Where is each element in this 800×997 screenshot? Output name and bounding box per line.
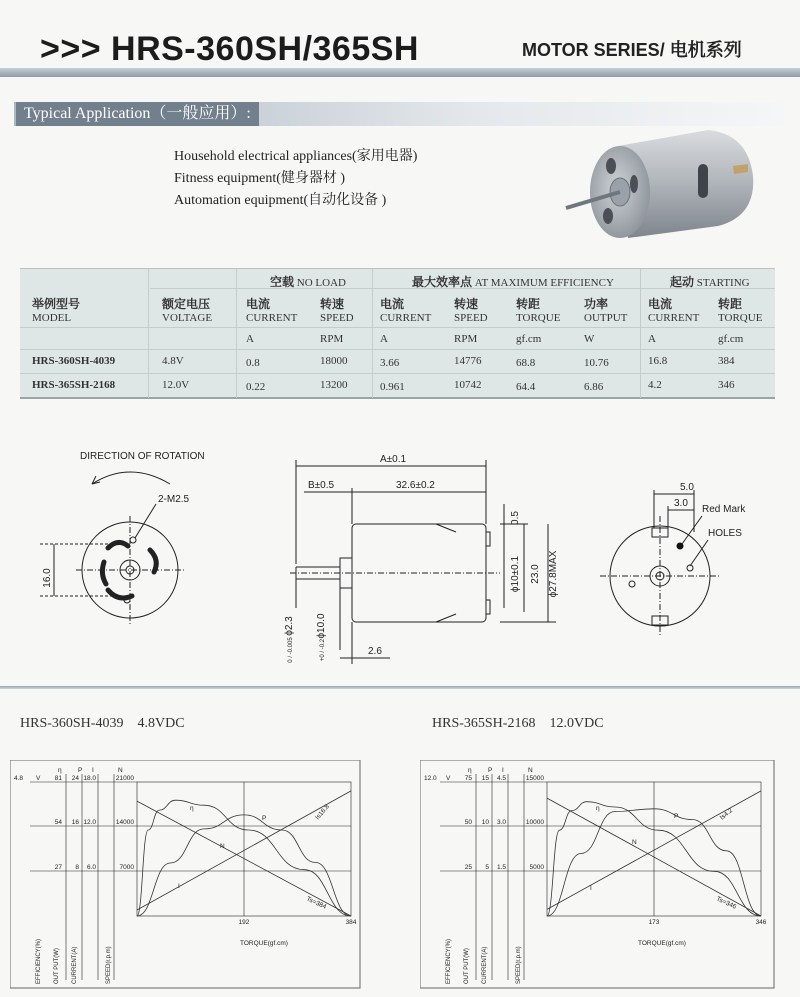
column-header-output: 功率 OUTPUT [584,297,628,324]
tick-label: 12.0 [83,819,96,826]
performance-chart-1 [10,760,370,990]
chart-frame [10,760,360,988]
unit-label: A [380,333,388,345]
tick-label: 24 [71,775,79,782]
series-label: MOTOR SERIES/ 电机系列 [522,40,742,60]
dim-shaft-label: ϕ2.3 [284,616,295,636]
table-cell: 13200 [320,379,348,391]
column-header-voltage: 额定电压 VOLTAGE [162,297,213,324]
table-cell-model: HRS-365SH-2168 [32,379,116,391]
curve-label: I [590,885,592,892]
table-cell: 3.66 [380,357,400,369]
application-item: Automation equipment(自动化设备 ) [174,193,387,208]
y-axis-label: OUT PUT(W) [464,948,470,984]
tick-label: 75 [464,775,472,782]
x-tick: 346 [755,919,767,926]
x-axis-label: TORQUE(gf.cm) [638,940,686,947]
red-mark-label: Red Mark [702,504,746,515]
y-axis-label: CURRENT(A) [72,946,78,984]
x-tick: 192 [238,919,250,926]
y-axis-label: CURRENT(A) [482,946,488,984]
curve-label: N [220,843,225,850]
dim-30-label: 3.0 [674,498,688,509]
motor-front-outline [82,522,178,618]
performance-chart-2 [420,760,780,990]
x-tick: 173 [648,919,660,926]
voltage-tick: 4.8 [14,775,24,782]
table-cell: 64.4 [516,381,536,393]
table-cell: 18000 [320,355,348,367]
table-cell: 10.76 [584,357,609,369]
y-axis-label: OUT PUT(W) [54,948,60,984]
dim-230-label: 23.0 [530,564,541,584]
divider [236,269,237,398]
motor-photo [548,126,773,246]
column-header-current: 电流 CURRENT [380,297,432,324]
table-cell: 12.0V [162,379,190,391]
application-list [174,146,417,212]
table-cell: 10742 [454,379,482,391]
divider [20,327,775,328]
voltage-unit: V [446,775,451,782]
axis-symbol: N [528,767,533,774]
dim-26-label: 2.6 [368,646,382,657]
application-heading: Typical Application（一般应用）: [16,102,259,126]
column-header-model: 举例型号 MODEL [32,297,81,324]
tick-label: 10 [481,819,489,826]
table-cell: 16.8 [648,355,668,367]
axis-symbol: η [58,767,62,774]
hole [629,581,635,587]
tick-label: 54 [54,819,62,826]
axis-symbol: I [92,767,94,774]
y-axis-label: SPEED(r.p.m) [106,946,112,984]
table-cell: 0.22 [246,381,266,393]
tick-label: 27 [54,864,62,871]
table-cell: 346 [718,379,735,391]
axis-symbol: P [78,767,83,774]
tick-label: 1.5 [496,864,506,871]
tick-label: 25 [464,864,472,871]
terminal [486,532,490,546]
table-cell: 4.2 [648,379,662,391]
axis-symbol: N [118,767,123,774]
tick-label: 5 [485,864,489,871]
tick-label: 15 [481,775,489,782]
column-header-torque: 转距 TORQUE [516,297,561,324]
table-cell: 14776 [454,355,482,367]
dim-shaft-tol: 0 / -0.005 [288,637,294,663]
y-axis-label: EFFICIENCY(%) [446,939,452,984]
rotation-arrow [92,472,170,484]
x-tick: 384 [345,919,357,926]
y-axis-label: SPEED(r.p.m) [516,946,522,984]
unit-label: A [648,333,656,345]
axis-symbol: η [468,767,472,774]
leader-line [682,516,702,544]
curve-label: η [596,805,600,812]
tick-label: 18.0 [83,775,96,782]
unit-label: gf.cm [516,333,542,345]
tick-label: 3.0 [496,819,506,826]
tick-label: 81 [54,775,62,782]
front-dia-label: 16.0 [42,568,53,588]
group-header-no-load: 空载 NO LOAD [270,275,346,289]
vent-slot [108,542,128,548]
curve-label: Is4.2 [718,807,735,822]
dim-05-label: 0.5 [510,511,521,525]
column-header-current: 电流 CURRENT [648,297,700,324]
application-item: Fitness equipment(健身器材 ) [174,171,346,186]
voltage-unit: V [36,775,41,782]
rotation-label: DIRECTION OF ROTATION [80,451,205,462]
spec-table [20,268,775,399]
tick-label: 6.0 [86,864,96,871]
dim-boss-tol: +0 / -0.2 [320,638,326,662]
unit-label: gf.cm [718,333,744,345]
tick-label: 8 [75,864,79,871]
table-cell-model: HRS-360SH-4039 [32,355,116,367]
axis-symbol: I [502,767,504,774]
divider [372,269,373,398]
chart-title-2: HRS-365SH-2168 12.0VDC [432,716,604,731]
table-cell: 384 [718,355,735,367]
table-cell: 0.8 [246,357,260,369]
unit-label: A [246,333,254,345]
red-mark-dot [677,543,684,550]
technical-drawing [0,440,800,680]
dim-b-label: B±0.5 [308,480,335,491]
vent-slot [150,550,156,572]
holes-label: HOLES [708,528,742,539]
curve-label: η [190,805,194,812]
tick-label: 7000 [119,864,134,871]
group-header-max-efficiency: 最大效率点 AT MAXIMUM EFFICIENCY [412,275,614,289]
unit-label: W [584,333,595,345]
vent-slot [102,562,106,584]
x-axis-label: TORQUE(gf.cm) [240,940,288,947]
terminal [486,600,490,614]
tick-label: 16 [71,819,79,826]
can-edge [436,614,456,622]
column-header-speed: 转速 SPEED [320,297,354,324]
column-header-speed: 转速 SPEED [454,297,488,324]
page-title: >>> HRS-360SH/365SH [40,30,419,68]
column-header-current: 电流 CURRENT [246,297,298,324]
curve-label: P [674,813,679,820]
curve-label: Ts=346 [715,895,738,911]
divider [640,269,641,398]
tick-label: 5000 [529,864,544,871]
y-axis-label: EFFICIENCY(%) [36,939,42,984]
can-edge [436,524,456,532]
leader-line [135,504,156,538]
chart-frame [420,760,774,988]
dim-body-label: 32.6±0.2 [396,480,435,491]
unit-label: RPM [454,333,478,345]
curve-label: Is16.8 [314,803,331,822]
section-divider [0,686,800,689]
dim-phi278-label: ϕ27.8MAX [548,550,559,598]
dim-a-label: A±0.1 [380,454,407,465]
unit-label: RPM [320,333,344,345]
tick-label: 14000 [115,819,134,826]
group-header-starting: 起动 STARTING [670,275,750,289]
table-cell: 4.8V [162,355,184,367]
curve-label: P [262,815,267,822]
tick-label: 50 [464,819,472,826]
divider [148,269,149,398]
tick-label: 21000 [115,775,134,782]
header-rule [0,68,800,77]
curve-label: Ts=384 [305,895,328,911]
table-cell: 6.86 [584,381,604,393]
tick-label: 10000 [525,819,544,826]
table-cell: 0.961 [380,381,405,393]
curve-label: I [178,883,180,890]
divider [20,373,775,374]
tick-label: 15000 [525,775,544,782]
axis-symbol: P [488,767,493,774]
application-item: Household electrical appliances(家用电器) [174,149,418,164]
table-cell: 68.8 [516,357,536,369]
dim-phi10-label: ϕ10±0.1 [510,555,521,593]
dim-boss-label: ϕ10.0 [316,613,327,639]
leader-line [690,540,708,566]
chart-title-1: HRS-360SH-4039 4.8VDC [20,716,185,731]
tick-label: 4.5 [496,775,506,782]
divider [20,349,775,350]
column-header-torque: 转距 TORQUE [718,297,763,324]
dim-50-label: 5.0 [680,482,694,493]
curve-label: N [632,839,637,846]
voltage-tick: 12.0 [424,775,437,782]
hole-label: 2-M2.5 [158,494,190,505]
